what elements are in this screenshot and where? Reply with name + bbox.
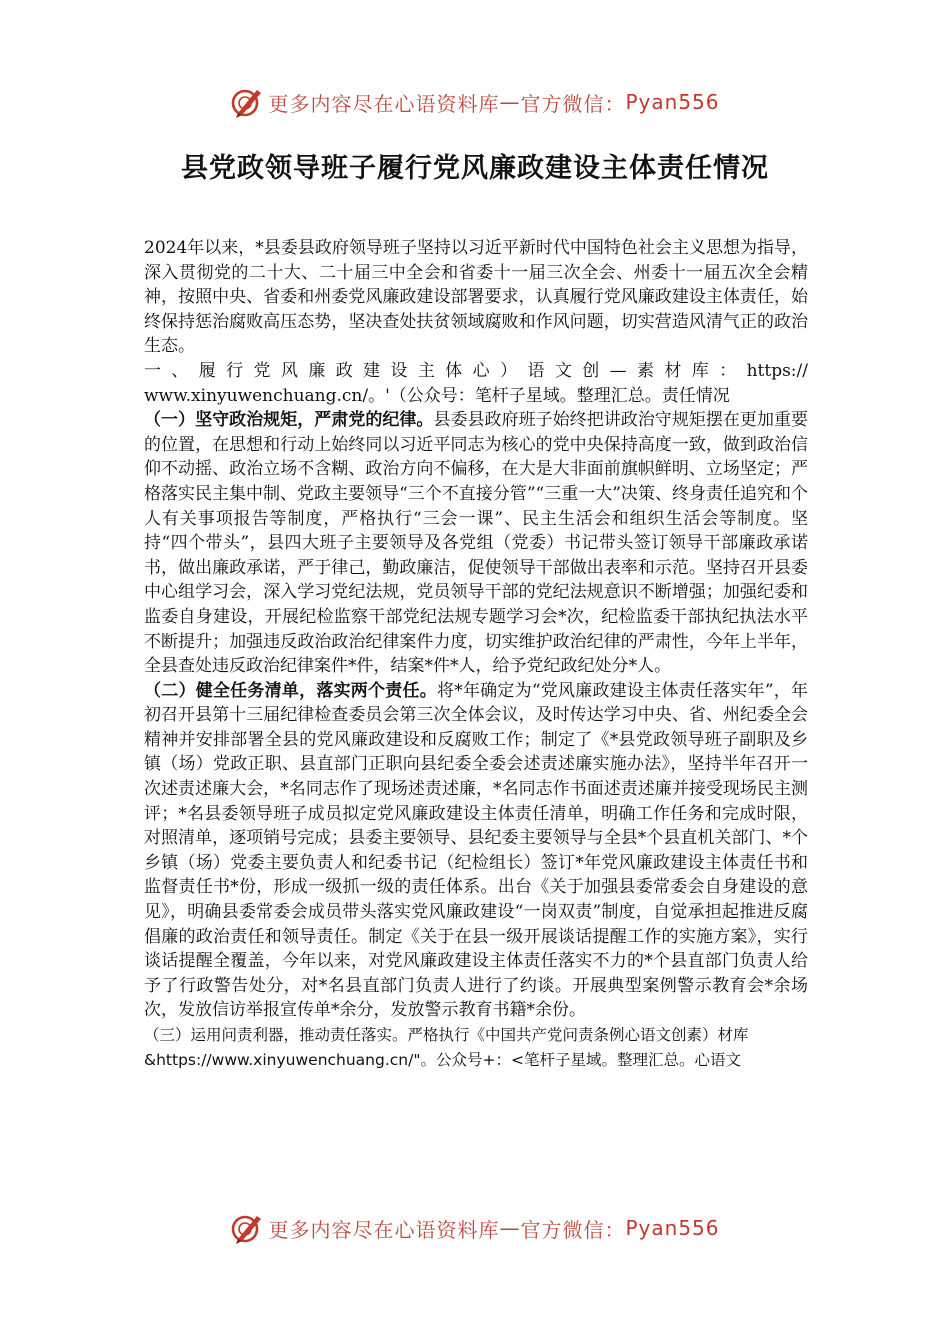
- section-1-heading-line1: [144, 359, 808, 384]
- paragraph-2-heading: （二）健全任务清单，落实两个责任。: [144, 680, 437, 701]
- bottom-banner: [0, 1208, 950, 1248]
- banner-dash: —: [499, 90, 521, 114]
- document-body: [144, 236, 808, 1072]
- section-1-heading-text: 一、履行党风廉政建设主体心）语文创—素材库：: [144, 360, 747, 381]
- banner-dash: —: [499, 1216, 521, 1240]
- banner-wechat-label: 官方微信：: [520, 1217, 626, 1242]
- section-1-heading-line2-text: www.xinyuwenchuang.cn/。'（公众号：笔杆子星域。整理汇总。责任情况: [144, 385, 730, 406]
- pen-logo-icon: [230, 1211, 264, 1245]
- paragraph-1: [144, 408, 808, 679]
- banner-wechat-id: Pyan556: [625, 1216, 720, 1240]
- banner-text: 更多内容尽在心语资料库: [268, 1217, 500, 1242]
- paragraph-1-body: 县委县政府班子始终把讲政治守规矩摆在更加重要的位置，在思想和行动上始终同以习近平同志为核心的党中央保持高度一致，做到政治信仰不动摇、政治立场不含糊、政治方向不偏移，在大是大非面前旗帜鲜明、立场坚定；严格落实民主集中制、党政主要领导“三个不直接分管”“三重一大”决策、终身责任追究和个人有关事项报告等制度，严格执行“三会一课”、民主生活会和组织生活会等制度。坚持“四个带头”，县四大班子主要领导及各党组（党委）书记带头签订领导干部廉政承诺书，做出廉政承诺，严于律己，勤政廉洁，促使领导干部做出表率和示范。坚持召开县委中心组学习会，深入学习党纪法规，党员领导干部的党纪法规意识不断增强；加强纪委和监委自身建设，开展纪检监察干部党纪法规专题学习会*次，纪检监委干部执纪执法水平不断提升；加强违反政治政治纪律案件力度，切实维护政治纪律的严肃性，今年上半年，全县查处违反政治纪律案件*件，结案*件*人，给予党纪政纪处分*人。: [144, 410, 809, 677]
- banner-wechat-label: 官方微信：: [520, 91, 626, 116]
- top-banner: [0, 82, 950, 122]
- document-title: 县党政领导班子履行党风廉政建设主体责任情况: [181, 153, 769, 184]
- paragraph-2-body: 将*年确定为“党风廉政建设主体责任落实年”，年初召开县第十三届纪律检查委员会第三次全体会议，及时传达学习中央、省、州纪委全会精神并安排部署全县的党风廉政建设和反腐败工作；制定了《*县党政领导班子副职及乡镇（场）党政正职、县直部门正职向县纪委全委会述责述廉实施办法》，坚持半年召开一次述责述廉大会，*名同志作了现场述责述廉，*名同志作书面述责述廉并接受现场民主测评；*名县委领导班子成员拟定党风廉政建设主体责任清单，明确工作任务和完成时限，对照清单，逐项销号完成；县委主要领导、县纪委主要领导与全县*个县直机关部门、*个乡镇（场）党委主要负责人和纪委书记（纪检组长）签订*年党风廉政建设主体责任书和监督责任书*份，形成一级抓一级的责任体系。出台《关于加强县委常委会自身建设的意见》，明确县委常委会成员带头落实党风廉政建设“一岗双责”制度，自觉承担起推进反腐倡廉的政治责任和领导责任。制定《关于在县一级开展谈话提醒工作的实施方案》，实行谈话提醒全覆盖，今年以来，对党风廉政建设主体责任落实不力的*个县直部门负责人给予了行政警告处分，对*名县直部门负责人进行了约谈。开展典型案例警示教育会*余场次，发放信访举报宣传单*余分，发放警示教育书籍*余份。: [144, 680, 809, 1021]
- paragraph-3-line2: &https://www.xinyuwenchuang.cn/"。公众号+：<笔杆子星域。整理汇总。心语文: [144, 1050, 741, 1069]
- paragraph-2: [144, 679, 808, 1023]
- section-1-heading-url: https://: [746, 360, 808, 381]
- banner-text: 更多内容尽在心语资料库: [268, 91, 500, 116]
- paragraph-1-heading: （一）坚守政治规矩，严肃党的纪律。: [144, 410, 434, 431]
- intro-paragraph: 2024年以来，*县委县政府领导班子坚持以习近平新时代中国特色社会主义思想为指导，深入贯彻党的二十大、二十届三中全会和省委十一届三次全会、州委十一届五次全会精神，按照中央、省委和州委党风廉政建设部署要求，认真履行党风廉政建设主体责任，始终保持惩治腐败高压态势，坚决查处扶贫领域腐败和作风问题，切实营造风清气正的政治生态。: [144, 238, 808, 357]
- section-1-heading-line2: [144, 384, 808, 409]
- banner-wechat-id: Pyan556: [625, 90, 720, 114]
- pen-logo-icon: [230, 85, 264, 119]
- paragraph-3-line1: （三）运用问责利器，推动责任落实。严格执行《中国共产党问责条例心语文创素）材库: [144, 1026, 749, 1044]
